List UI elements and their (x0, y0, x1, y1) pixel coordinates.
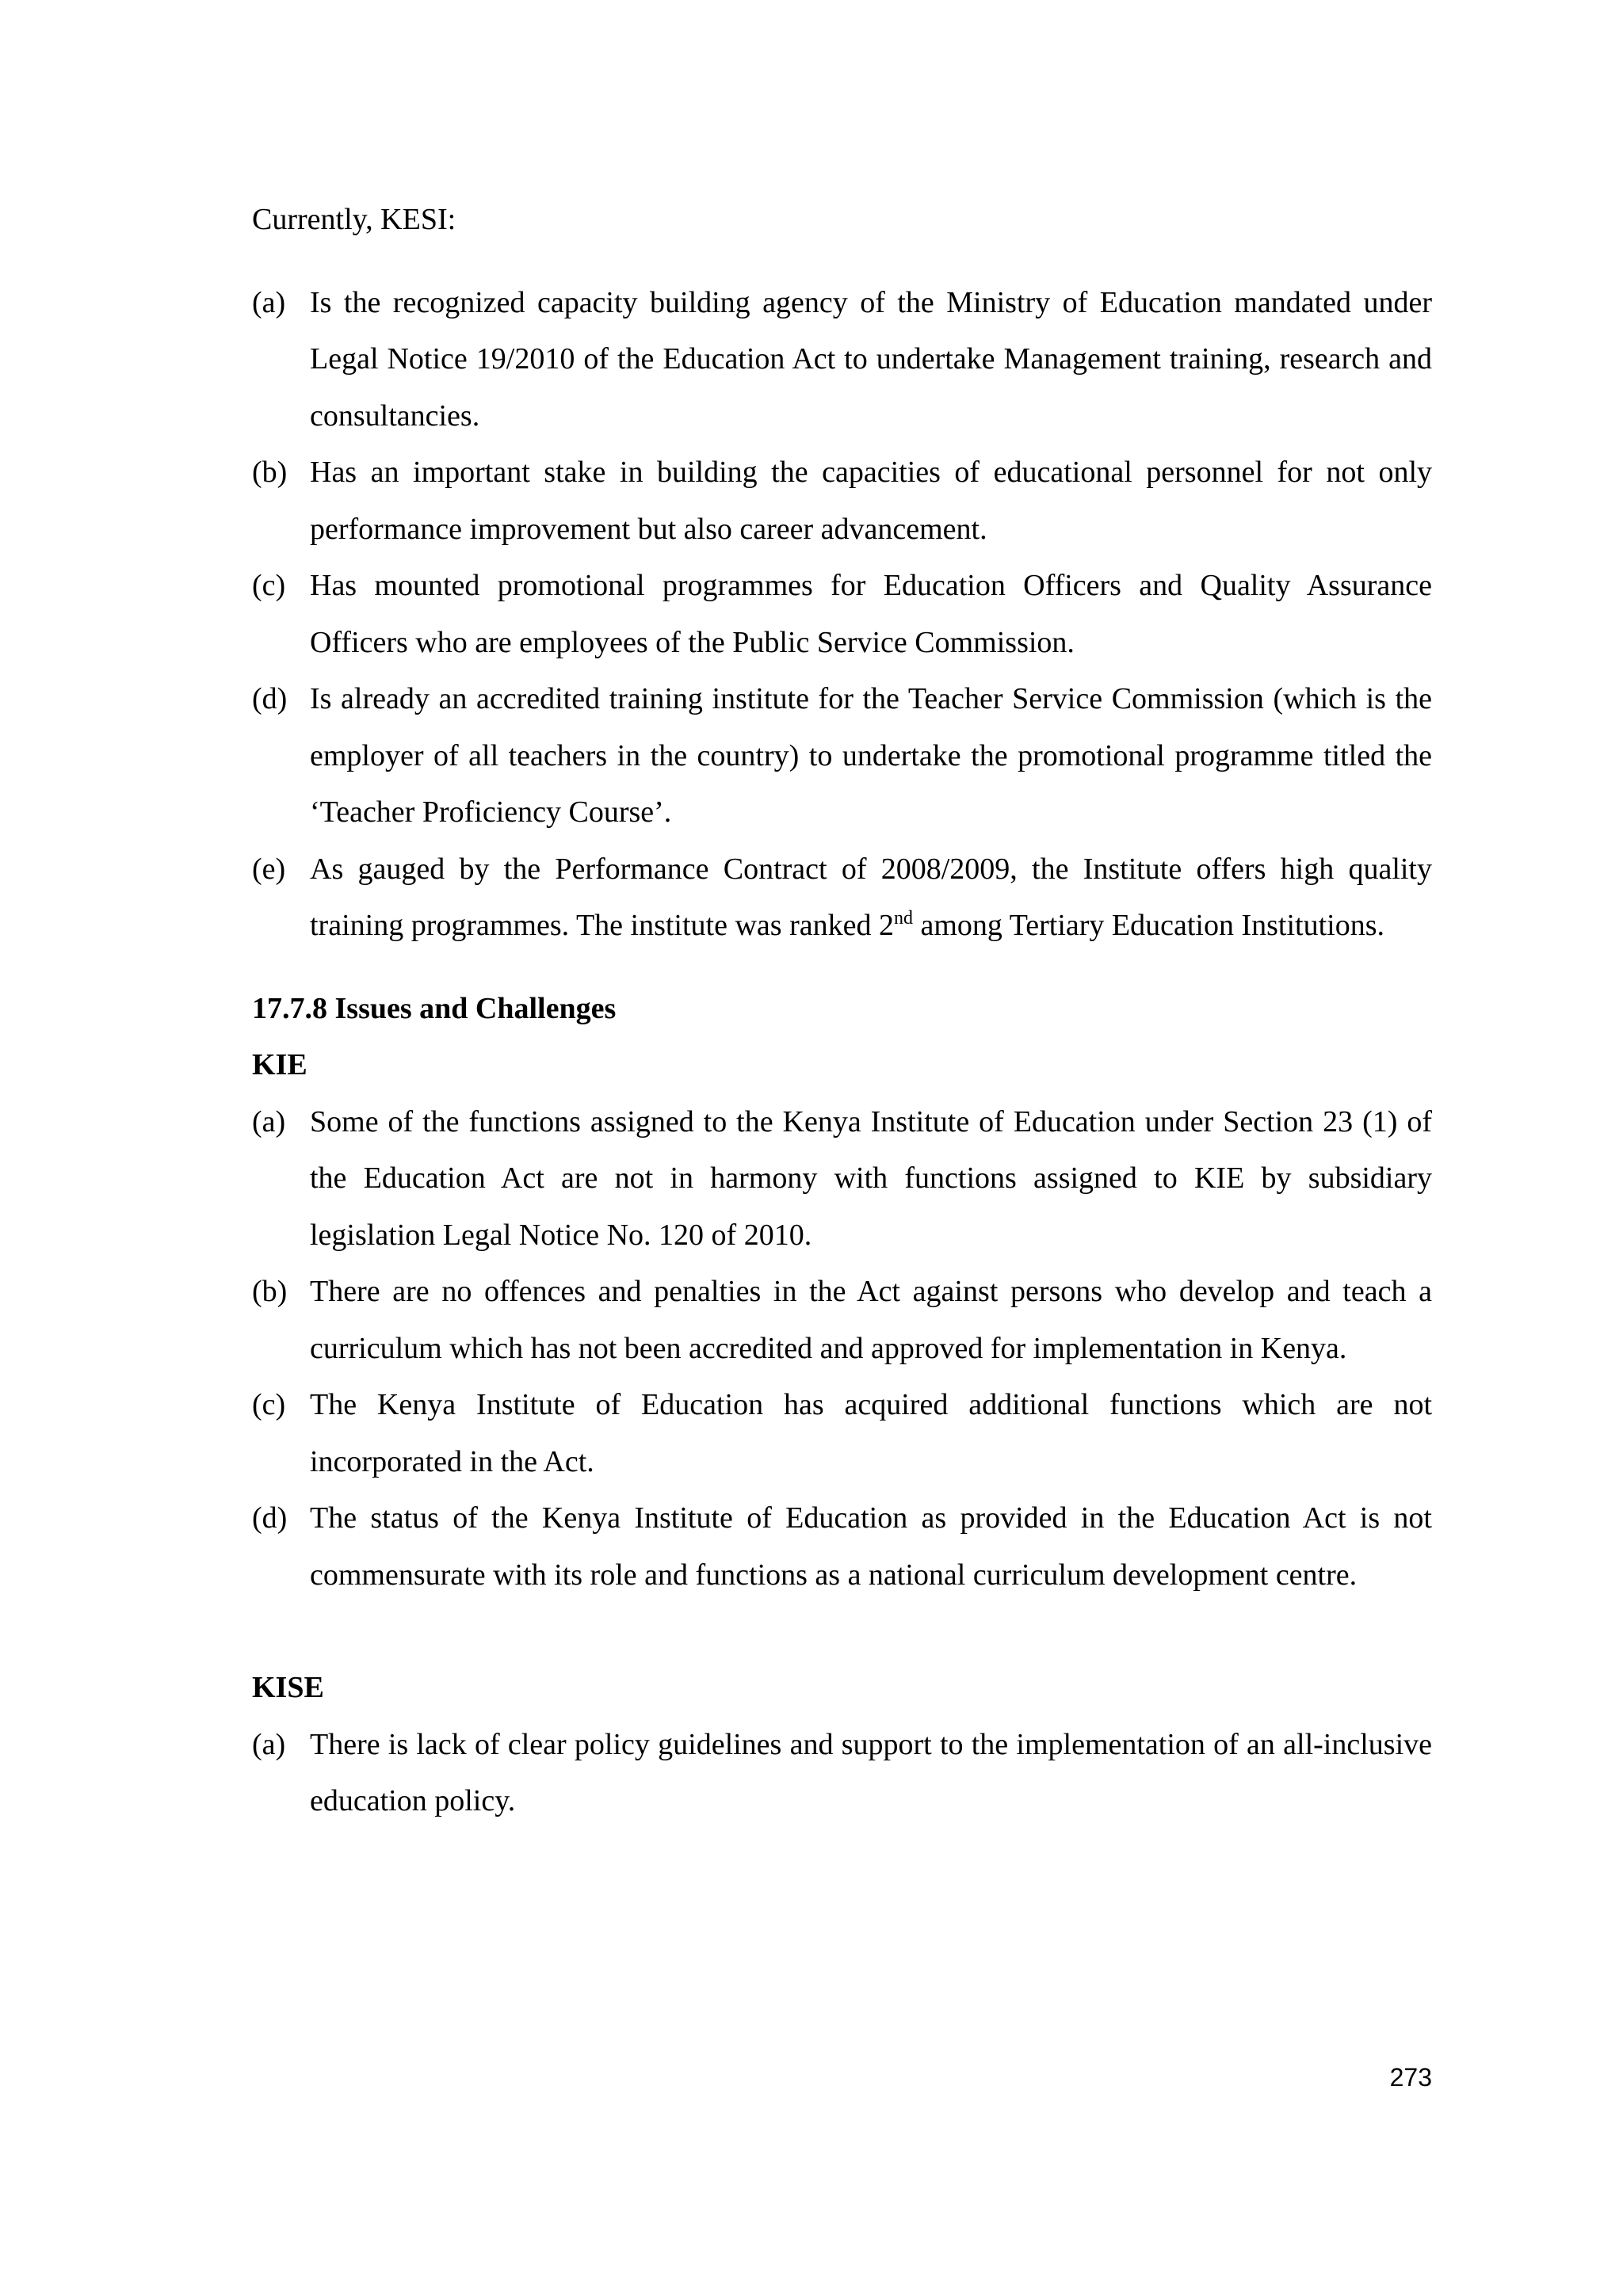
kesi-list (252, 275, 1432, 955)
list-item (252, 1377, 1432, 1490)
list-item (252, 671, 1432, 841)
list-item (252, 1490, 1432, 1604)
list-marker: (c) (252, 1388, 286, 1421)
list-item-text: Has an important stake in building the capacities of educational personnel for not only performance improvement but also career advancement. (310, 456, 1432, 546)
list-item-text: There is lack of clear policy guidelines and support to the implementation of an all-inclusive education policy. (310, 1727, 1432, 1817)
list-item (252, 558, 1432, 671)
list-marker: (a) (252, 1727, 286, 1761)
list-marker: (d) (252, 1501, 288, 1535)
list-item-text: Is the recognized capacity building agency of the Ministry of Education mandated under Legal Notice 19/2010 of the Education Act to undertake Management training, research and consultancies. (310, 285, 1432, 433)
list-marker: (a) (252, 1104, 286, 1138)
list-item-text-after: among Tertiary Education Institutions. (912, 909, 1384, 942)
kise-list (252, 1717, 1432, 1830)
list-item (252, 275, 1432, 445)
list-marker: (a) (252, 285, 286, 319)
list-item (252, 1717, 1432, 1830)
list-item (252, 841, 1432, 955)
page-content (252, 192, 1432, 1830)
page-number: 273 (1389, 2063, 1432, 2092)
list-marker: (d) (252, 682, 288, 715)
list-marker: (e) (252, 852, 286, 886)
list-item-text-before: As gauged by the Performance Contract of 2008/2009, the Institute offers high quality training programmes. The institute was ranked 2 (310, 852, 1432, 942)
list-item-text: Some of the functions assigned to the Kenya Institute of Education under Section 23 (1) of the Education Act are not in harmony with functions assigned to KIE by subsidiary legislation Legal Notice No. 120 of 2010. (310, 1104, 1432, 1252)
list-marker: (b) (252, 456, 288, 489)
section-heading: 17.7.8 Issues and Challenges (252, 991, 617, 1025)
intro-text: Currently, KESI: (252, 203, 456, 236)
list-item-text: There are no offences and penalties in the Act against persons who develop and teach a curriculum which has not been accredited and approved for implementation in Kenya. (310, 1275, 1432, 1365)
kise-heading: KISE (252, 1671, 324, 1704)
list-item-text: The Kenya Institute of Education has acquired additional functions which are not incorporated in the Act. (310, 1388, 1432, 1478)
list-item (252, 444, 1432, 558)
list-item (252, 1264, 1432, 1377)
list-marker: (c) (252, 569, 286, 602)
ordinal-superscript: nd (893, 908, 913, 929)
kie-list (252, 1094, 1432, 1604)
kie-heading: KIE (252, 1048, 307, 1081)
list-item-text: Has mounted promotional programmes for Education Officers and Quality Assurance Officers who are employees of the Public Service Commission. (310, 569, 1432, 659)
list-marker: (b) (252, 1275, 288, 1308)
list-item (252, 1094, 1432, 1264)
list-item-text: Is already an accredited training institute for the Teacher Service Commission (which is the employer of all teachers in the country) to undertake the promotional programme titled the ‘Teacher Proficiency Course’. (310, 682, 1432, 829)
list-item-text: The status of the Kenya Institute of Education as provided in the Education Act is not commensurate with its role and functions as a national curriculum development centre. (310, 1501, 1432, 1592)
